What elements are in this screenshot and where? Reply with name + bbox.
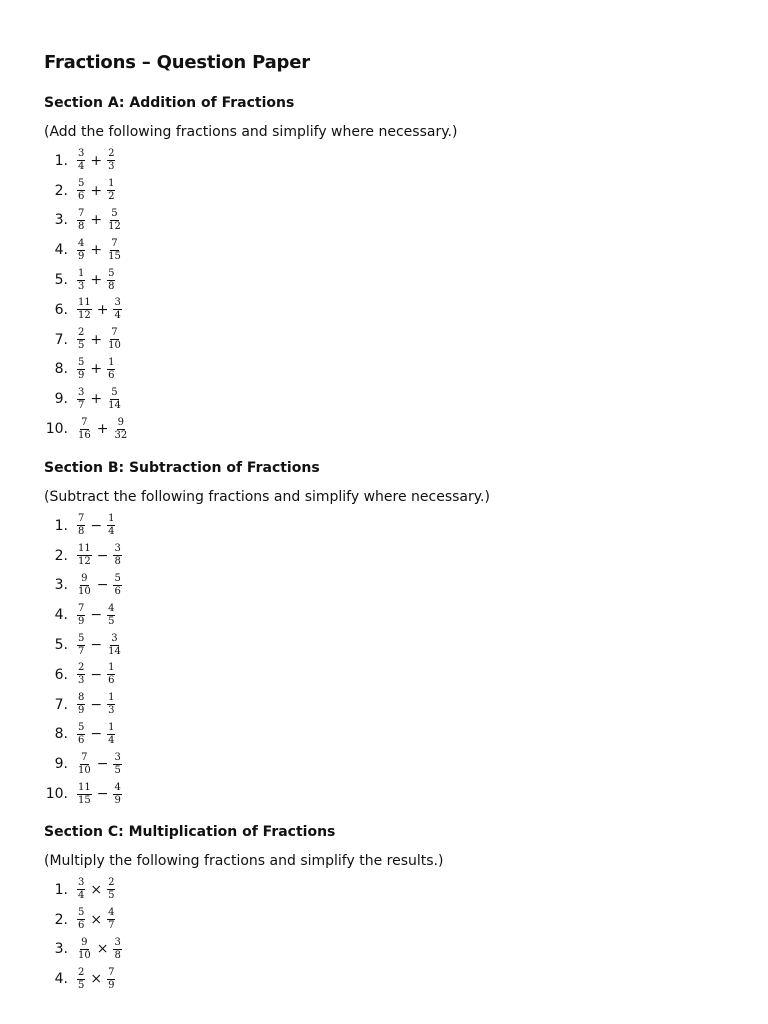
denominator: 7 [78,399,85,411]
question-item [44,414,457,444]
fraction [77,179,85,202]
denominator: 10 [78,764,91,776]
numerator: 9 [81,572,88,584]
question-item [44,720,490,750]
question-number: 4. [54,607,68,624]
denominator: 7 [108,920,115,932]
fraction [77,298,92,321]
fraction [107,514,115,537]
numerator: 8 [78,692,85,704]
numerator: 3 [78,148,85,160]
question-item [44,384,457,414]
denominator: 5 [78,979,85,991]
question-number: 6. [54,301,68,318]
numerator: 7 [78,207,85,219]
numerator: 5 [111,386,118,398]
fraction [107,908,115,931]
numerator: 5 [78,721,85,733]
operator-sign: − [90,637,103,654]
numerator: 5 [78,632,85,644]
question-number: 2. [54,911,68,928]
fraction [77,878,85,901]
fraction [77,938,92,961]
denominator: 5 [78,340,85,352]
numerator: 4 [114,781,121,793]
question-list [44,511,490,809]
denominator: 12 [78,310,91,322]
denominator: 6 [78,920,85,932]
fraction [77,968,85,991]
fraction [107,358,115,381]
denominator: 6 [78,191,85,203]
fraction [113,753,121,776]
question-number: 3. [54,577,68,594]
operator-sign: + [90,331,103,348]
denominator: 9 [114,794,121,806]
operator-sign: + [90,182,103,199]
numerator: 7 [78,513,85,525]
denominator: 10 [108,340,121,352]
question-number: 3. [54,941,68,958]
denominator: 3 [108,705,115,717]
fraction [113,298,121,321]
section-instruction: (Multiply the following fractions and simplify the results.) [44,853,444,869]
numerator: 1 [108,356,115,368]
operator-sign: + [90,272,103,289]
fraction [77,908,85,931]
question-number: 2. [54,547,68,564]
page-title: Fractions – Question Paper [44,52,310,73]
denominator: 8 [78,526,85,538]
numerator: 1 [108,721,115,733]
question-item [44,325,457,355]
fraction [113,544,121,567]
fraction [107,209,122,232]
operator-sign: + [96,421,109,438]
numerator: 7 [111,327,118,339]
numerator: 7 [81,751,88,763]
numerator: 3 [114,543,121,555]
fraction [77,514,85,537]
denominator: 4 [108,526,115,538]
denominator: 8 [114,949,121,961]
denominator: 12 [108,220,121,232]
question-item [44,235,457,265]
question-item [44,660,490,690]
fraction [77,269,85,292]
fraction [107,239,122,262]
question-item [44,690,490,720]
question-number: 7. [54,696,68,713]
question-item [44,630,490,660]
denominator: 2 [108,191,115,203]
numerator: 3 [78,386,85,398]
numerator: 4 [108,602,115,614]
numerator: 5 [78,356,85,368]
denominator: 10 [78,949,91,961]
numerator: 11 [78,297,91,309]
fraction [113,418,128,441]
fraction [77,149,85,172]
fraction [77,328,85,351]
question-list [44,875,443,994]
question-item [44,749,490,779]
fraction [107,604,115,627]
question-number: 6. [54,666,68,683]
denominator: 15 [108,250,121,262]
section-instruction: (Add the following fractions and simplify where necessary.) [44,124,458,140]
denominator: 15 [78,794,91,806]
numerator: 2 [78,662,85,674]
numerator: 9 [117,416,125,428]
denominator: 14 [108,645,121,657]
section-instruction: (Subtract the following fractions and simplify where necessary.) [44,489,490,505]
fraction [107,149,115,172]
fraction [113,938,121,961]
question-number: 7. [54,331,68,348]
question-item [44,905,443,935]
fraction [77,544,92,567]
denominator: 32 [114,429,128,441]
question-list [44,146,457,444]
question-number: 1. [54,517,68,534]
fraction [77,693,85,716]
fraction [107,693,115,716]
denominator: 3 [78,675,85,687]
denominator: 4 [78,890,85,902]
numerator: 1 [108,692,115,704]
operator-sign: − [96,786,109,803]
operator-sign: × [90,971,103,988]
numerator: 1 [78,267,85,279]
question-item [44,541,490,571]
denominator: 6 [114,585,121,597]
question-number: 5. [54,272,68,289]
numerator: 7 [111,237,118,249]
question-number: 9. [54,756,68,773]
operator-sign: + [90,361,103,378]
numerator: 5 [111,207,118,219]
operator-sign: − [96,577,109,594]
numerator: 1 [108,662,115,674]
fraction [107,179,115,202]
fraction [107,968,115,991]
question-item [44,964,443,994]
question-item [44,206,457,236]
operator-sign: + [90,391,103,408]
denominator: 6 [108,675,115,687]
operator-sign: × [90,881,103,898]
section-heading: Section A: Addition of Fractions [44,95,295,111]
section-a [44,93,457,444]
fraction [77,209,85,232]
fraction [107,269,115,292]
section-c [44,822,443,994]
operator-sign: × [90,911,103,928]
denominator: 9 [78,369,85,381]
section-heading: Section C: Multiplication of Fractions [44,824,336,840]
question-number: 10. [45,786,68,803]
numerator: 9 [81,936,88,948]
fraction [107,878,115,901]
operator-sign: − [90,696,103,713]
denominator: 7 [78,645,85,657]
fraction [77,574,92,597]
question-item [44,779,490,809]
denominator: 4 [78,161,85,173]
fraction [113,783,121,806]
question-item [44,265,457,295]
numerator: 3 [114,297,121,309]
question-number: 8. [54,726,68,743]
fraction [77,723,85,746]
denominator: 8 [114,556,121,568]
operator-sign: + [90,242,103,259]
fraction [107,723,115,746]
fraction [77,358,85,381]
operator-sign: − [96,547,109,564]
fraction [77,418,92,441]
denominator: 4 [108,734,115,746]
fraction [77,753,92,776]
operator-sign: − [90,607,103,624]
denominator: 12 [78,556,91,568]
denominator: 6 [78,734,85,746]
denominator: 10 [78,585,91,597]
fraction [77,388,85,411]
section-b [44,458,490,809]
question-item [44,295,457,325]
operator-sign: + [90,152,103,169]
numerator: 4 [108,907,115,919]
operator-sign: − [90,726,103,743]
fraction [107,328,122,351]
denominator: 5 [108,890,115,902]
numerator: 2 [78,966,85,978]
numerator: 11 [78,543,91,555]
numerator: 5 [108,267,115,279]
fraction [77,239,85,262]
numerator: 2 [108,877,115,889]
numerator: 2 [78,327,85,339]
question-item [44,600,490,630]
denominator: 3 [78,280,85,292]
question-number: 1. [54,152,68,169]
fraction [107,634,122,657]
numerator: 3 [78,877,85,889]
denominator: 9 [78,615,85,627]
denominator: 8 [108,280,115,292]
question-number: 1. [54,881,68,898]
question-number: 4. [54,971,68,988]
denominator: 14 [108,399,121,411]
section-heading: Section B: Subtraction of Fractions [44,460,320,476]
fraction [113,574,121,597]
fraction [77,634,85,657]
question-item [44,176,457,206]
numerator: 3 [111,632,118,644]
numerator: 5 [114,572,121,584]
fraction [77,663,85,686]
operator-sign: − [90,517,103,534]
denominator: 5 [108,615,115,627]
fraction [77,783,92,806]
numerator: 1 [108,178,115,190]
numerator: 3 [114,936,121,948]
denominator: 6 [108,369,115,381]
fraction [107,663,115,686]
question-item [44,511,490,541]
question-number: 9. [54,391,68,408]
numerator: 7 [78,602,85,614]
denominator: 8 [78,220,85,232]
denominator: 4 [114,310,121,322]
denominator: 9 [108,979,115,991]
question-number: 5. [54,637,68,654]
question-number: 3. [54,212,68,229]
numerator: 2 [108,148,115,160]
question-item [44,571,490,601]
numerator: 7 [81,416,88,428]
operator-sign: − [90,666,103,683]
numerator: 5 [78,178,85,190]
operator-sign: + [96,301,109,318]
denominator: 5 [114,764,121,776]
numerator: 7 [108,966,115,978]
question-item [44,935,443,965]
fraction [77,604,85,627]
denominator: 16 [78,429,91,441]
numerator: 5 [78,907,85,919]
denominator: 3 [108,161,115,173]
question-number: 2. [54,182,68,199]
denominator: 9 [78,250,85,262]
numerator: 1 [108,513,115,525]
question-item [44,355,457,385]
question-number: 10. [45,421,68,438]
denominator: 9 [78,705,85,717]
operator-sign: × [96,941,109,958]
numerator: 11 [78,781,91,793]
question-number: 8. [54,361,68,378]
question-number: 4. [54,242,68,259]
fraction [107,388,122,411]
question-item [44,146,457,176]
numerator: 4 [78,237,85,249]
question-item [44,875,443,905]
numerator: 3 [114,751,121,763]
operator-sign: + [90,212,103,229]
operator-sign: − [96,756,109,773]
